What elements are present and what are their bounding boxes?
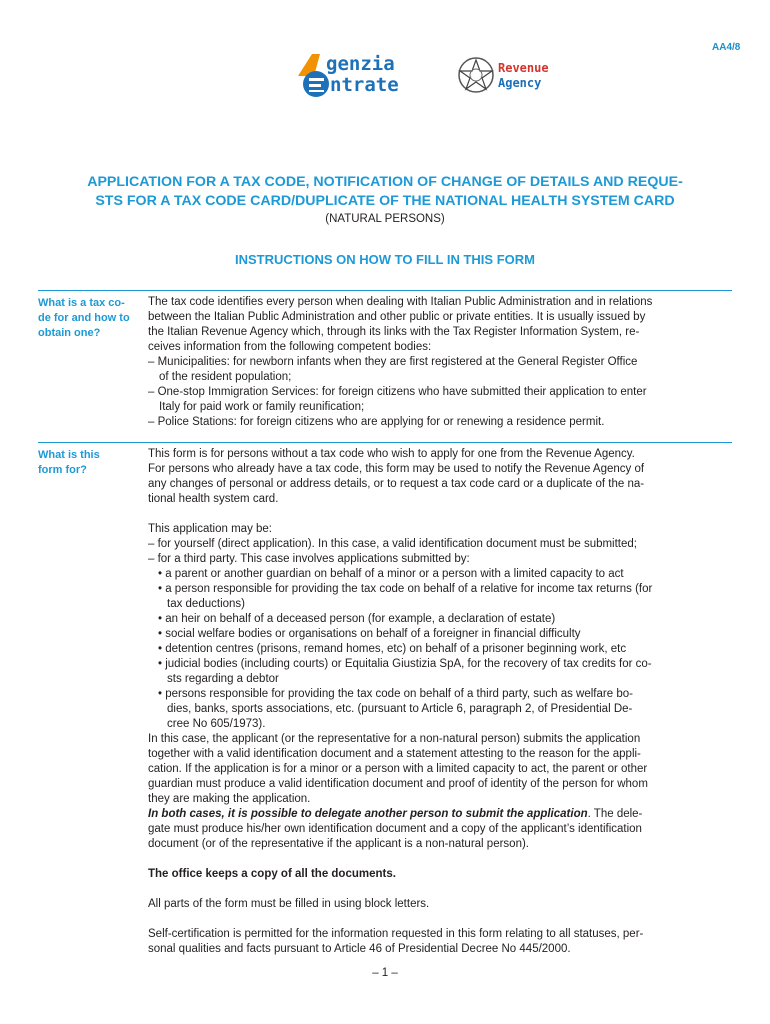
revenue-word: Revenue — [498, 61, 549, 75]
block-letters-note: All parts of the form must be filled in using block letters. — [148, 898, 430, 910]
section-divider-2 — [38, 442, 732, 443]
list-item: • detention centres (prisons, remand homes, etc) on behalf of a prisoner beginning work, etc — [158, 643, 627, 655]
logo-line-2: ntrate — [330, 74, 399, 96]
page-number: – 1 – — [372, 967, 398, 979]
list-item: • an heir on behalf of a deceased person (for example, a declaration of estate) — [158, 613, 556, 625]
revenue-agency-label — [498, 61, 549, 91]
agency-word: Agency — [498, 76, 542, 90]
list-item: – Police Stations: for foreign citizens who are applying for or renewing a residence permit. — [148, 416, 605, 428]
office-copy-note: The office keeps a copy of all the documents. — [148, 868, 396, 880]
list-item: • a person responsible for providing the tax code on behalf of a relative for income tax returns (for — [158, 583, 653, 595]
instructions-heading: INSTRUCTIONS ON HOW TO FILL IN THIS FORM — [235, 252, 535, 267]
page-title — [40, 173, 730, 211]
section2-side-label: What is this form for? — [38, 449, 100, 476]
page-subtitle: (NATURAL PERSONS) — [325, 213, 445, 225]
list-item: • persons responsible for providing the tax code on behalf of a third party, such as welfare bo- — [158, 688, 633, 700]
logo-line-1: genzia — [326, 53, 395, 75]
delegate-paragraph: In both cases, it is possible to delegate another person to submit the application. The dele- — [148, 808, 643, 820]
list-item: • judicial bodies (including courts) or Equitalia Giustizia SpA, for the recovery of tax credits for co- — [158, 658, 652, 670]
section2-body: This form is for persons without a tax code who wish to apply for one from the Revenue Agency. For persons who already have a tax code, this form may be used to notify the Revenue Agency of any changes of personal or address details, or to request a tax code card or a duplicate of the na- tional health system card. This application may be: – for yourself (direct application). In this case, a valid identification document must be submitted; – for a third party. This case involves applications submitted by: • a parent or another guardian on behalf of a minor or a person with a limited capacity to act • a person responsible for providing the tax code on behalf of a relative for income tax returns (for tax deductions) • an heir on behalf of a deceased person (for example, a declaration of estate) • social welfare bodies or organisations on behalf of a foreigner in financial difficulty • detention centres (prisons, remand homes, etc) on behalf of a prisoner beginning work, etc • judicial bodies (including courts) or Equitalia Giustizia SpA, for the recovery of tax credits for co- sts regarding a debtor • persons responsible for providing the tax code on behalf of a third party, such as welfare bo- dies, banks, sports associations, etc. (pursuant to Article 6, paragraph 2, of Presidential De- cree No 605/1973). In this case, the applicant (or the representative for a non-natural person) submits the application together with a valid identification document and a statement attesting to the reason for the appli- cation. If the application is for a minor or a person with a limited capacity to act, the parent or other guardian must produce a valid identification document and proof of identity of the person for whom they are making the application. In both cases, it is possible to delegate another person to submit the application. The dele- gate must produce his/her own identification document and a copy of the applicant’s identification document (or of the representative if the applicant is a non-natural person). The office keeps a copy of all the documents. All parts of the form must be filled in using block letters. Self-certification is permitted for the information requested in this form relating to all statuses, per- sonal qualities and facts pursuant to Article 46 of Presidential Decree No 445/2000. — [148, 447, 733, 957]
section-divider-1 — [38, 290, 732, 291]
list-item: – One-stop Immigration Services: for foreign citizens who have submitted their application to enter — [148, 386, 647, 398]
list-item: • a parent or another guardian on behalf of a minor or a person with a limited capacity to act — [158, 568, 624, 580]
form-code: AA4/8 — [712, 42, 741, 53]
section1-side-label: What is a tax co- de for and how to obtain one? — [38, 297, 130, 339]
title-line-1: APPLICATION FOR A TAX CODE, NOTIFICATION OF CHANGE OF DETAILS AND REQUE- — [87, 174, 683, 190]
list-item: – Municipalities: for newborn infants when they are first registered at the General Register Office — [148, 356, 638, 368]
title-line-2: STS FOR A TAX CODE CARD/DUPLICATE OF THE NATIONAL HEALTH SYSTEM CARD — [95, 193, 675, 209]
list-item: • social welfare bodies or organisations on behalf of a foreigner in financial difficulty — [158, 628, 581, 640]
section1-body: The tax code identifies every person when dealing with Italian Public Administration and in relations between the Italian Public Administration and other public or private entities. It is usually issued by the Italian Revenue Agency which, through its links with the Tax Register Information System, re- ceives information from the following competent bodies: – Municipalities: for newborn infants when they are first registered at the General Register Office of the resident population; – One-stop Immigration Services: for foreign citizens who have submitted their application to enter Italy for paid work or family reunification; – Police Stations: for foreign citizens who are applying for or renewing a residence permit. — [148, 295, 733, 430]
list-item: – for a third party. This case involves applications submitted by: — [148, 553, 470, 565]
list-item: – for yourself (direct application). In this case, a valid identification document must be submitted; — [148, 538, 637, 550]
